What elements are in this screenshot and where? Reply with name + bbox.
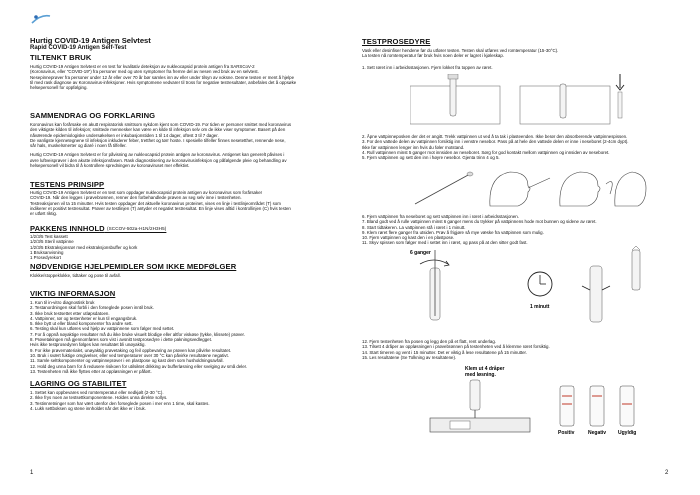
section-principle: Hurtig COVID-19 Antigen Selvtest er en test som oppdager nukleocapsid protein antigen av koronavirus som forårsaker COVID-19. Når den legges i prøvebrønnen, renner den forbehandlede prøven av seg selv inne i testenheten. Testreaksjonen vil ta 15 minutter. Hvis testen oppdager det aktuelle koronavirus proteinet, vises en linje i testlinjeområdet (T) som indikerer et positivt testresultat. Prøver av testlinjen (T) antyder et negativt testresultat. En linje vises alltid i kontrollinjen (C) hvis testen er utført riktig. [30, 190, 291, 217]
illustration-swabbing [410, 166, 650, 210]
callout-squeeze-line1: Klem ut 4 dråper [465, 366, 505, 372]
procedure-step-1: 1. Sett røret inn i arbeidsstasjonen. Fjern lokket fra toppen av røret. [362, 65, 493, 70]
procedure-steps-12-15: 12. Fjern testenheten fra posen og legg den på et flatt, rent underlag. 13. Tilsett 4 dråper av oppløsningen i prøvebrønnen på testenheten ved å klemme røret forsiktig. 14. Start timeren og vent i 15 minutter. Det er viktig å lese resultatene på 15 minutter. 15. Les resultatene (Se Tolkning av resultatene). [362, 339, 550, 360]
tube-cap-icon [448, 74, 458, 79]
procedure-intro: Vask eller desinfiser hendene før du utfører testen. Testen skal utføres ved romtemperatur (15-30°C). La testen nå romtemperatur før bruk hvis noen deler er lagret i kjøleskap. [362, 48, 559, 59]
dropper-tube-icon [470, 380, 480, 410]
label-1-minute: 1 minutt [530, 304, 550, 310]
head-profile-2-icon [560, 172, 612, 206]
head-profile-icon [490, 172, 550, 206]
result-negative-icon [590, 386, 604, 426]
heading-required-materials: NØDVENDIGE HJELPEMIDLER SOM IKKE MEDFØLGER [30, 262, 237, 271]
head-profile-3-icon [615, 172, 646, 206]
page-number-right: 2 [665, 470, 669, 476]
section-required-materials: Klokke/stoppeklokke, tidtaker og pose til avfall. [30, 273, 121, 278]
result-label-negative: Negativ [588, 430, 607, 436]
test-cassette-icon [430, 418, 530, 432]
illustration-step-1 [410, 74, 650, 130]
section-intended-use: Hurtig COVID-19 Antigen Selvtest er en test for kvalitativ deteksjon av nukleocapsid protein antigen fra SARSCoV-2 (Koronavirus, eller "COVID-19") fra personer med og uten symptomer fra fremre del av nesen ved bruk av en selvtest. Nesepinneprøver fra personer under 12 år eller over 70 år bør samles inn av eller under tilsyn av voksne. Denne testen er ment å hjelpe til med rask diagnose av Koronavirus-infeksjoner. Hvis symptomene vedvarer til tross for negative testresultater, anbefales det å oppsøke helsepersonell for oppfølging. [30, 64, 297, 91]
swab-icon [415, 174, 470, 204]
tube-squeeze-icon [590, 266, 602, 322]
rotate-arrow-icon [420, 260, 448, 264]
dropper-tip-icon [632, 250, 640, 290]
heading-principle: TESTENS PRINSIPP [30, 180, 105, 189]
procedure-steps-2-5: 2. Åpne vattpinneposken der det er angitt. Trekk vattpinnen ut ved å ta tak i plasteenden. Ikke berør den absorberende vattpinnespissen. 3. For den vattede delen av vattpinnen forsiktig inn i venstre nesebor. Pass på at hele den vattede delen er inne i neseboret (2-4cm dypt). Ikke før vattpinnen lenger inn hvis du føler motstand. 4. Rull vattpinnen minst 5 ganger mot innsiden av neseboret. Sørg for god kontakt mellom vattpinnen og innsiden av neseboret. 5. Fjern vattpinnen og sett den inn i høyre nesebor. Gjenta trinn 4 og 5. [362, 134, 629, 161]
section-kit-contents: 1/2/3/5 Test kassett 1/2/3/5 Steril vattpinne 1/2/3/5 Ekstraksjonsrør med ekstraksjonsbuffer og kork 1 Bruksanvisning 1 Prosedyrekort [30, 234, 138, 261]
right-page [350, 0, 700, 495]
kit-contents-code: (SCCOV-502a-H1N/2H3H5) [107, 226, 167, 231]
page-number-left: 1 [30, 470, 34, 476]
tube-icon [450, 76, 456, 116]
timer-icon [528, 272, 552, 296]
callout-squeeze-line2: med løsning. [465, 372, 496, 378]
result-invalid-icon [620, 386, 634, 426]
heading-storage: LAGRING OG STABILITET [30, 379, 127, 388]
heading-important-info: VIKTIG INFORMASJON [30, 289, 116, 298]
procedure-steps-6-11: 6. Fjern vattpinnen fra neseboret og sett vattpinnen inn i røret i arbeidsstasjonen. 7. Bland godt ved å rulle vattpinnen minst 6 ganger mens du trykker på vattpinnens hode mot bunnen og sidene av røret. 8. Start tidtakeren. La vattpinnen stå i røret i 1 minutt. 9. Klem røret flere ganger fra utsiden. Prøv å frigjøre så mye væske fra vattpinnen som mulig. 10. Fjern vattpinnen og kast den i en plastpose. 11. Skyv spissen som følger med i settet inn i røret, og pass på at den sitter godt fast. [362, 214, 597, 246]
illustration-results [410, 362, 670, 438]
result-label-invalid: Ugyldig [618, 430, 637, 436]
heading-intended-use: TILTENKT BRUK [30, 53, 92, 62]
page-title: Hurtig COVID-19 Antigen Selvtest [30, 36, 151, 45]
illustration-mixing [410, 246, 650, 336]
heading-kit-contents: PAKKENS INNHOLD (SCCOV-502a-H1N/2H3H5) [30, 224, 167, 233]
label-6-times: 6 ganger [410, 250, 431, 256]
section-storage: 1. Settet kan oppbevares ved romtemperatur eller nedkjølt (2-30 °C). 2. Ikke frys noen av testsettkomponentene. Holdes unna direkte sollys. 3. Testinnretninger som har vært utenfor den forseglede posen i mer enn 1 time, skal kastes. 4. Lukk settboksen og stene innholdet når det ikke er i bruk. [30, 390, 210, 411]
section-summary: Koronavirus kan forårsake en akutt respiratorisk smittsom sykdom kjent som COVID-19. For tiden er personer smittet med koronavirus den viktigste kilden til infeksjon; smittede mennesker kan være en kilde til infeksjon selv om de ikke viser symptomer. Basert på den nåværende epidemiologiske undersøkelsen er inkubasjonstiden 1 til 14 dager, oftest 3 til 7 dager. De vanligste kjennetegnene til infeksjon inkluderer feber, tretthet og tørr hoste. I spesielle tilfeller finnes nesetetthet, rennende nese, sår hals, muskelsmerter og diaré i noen få tilfeller. Hurtig COVID-19 Antigen Selvtest er for påvisning av nukleocapsid protein antigen av koronavirus. Antigenet kan generelt påvises i øvre luftveisprøver i den akutte infeksjonsfasen. Rask diagnostisering av koronavirusinfeksjon og påfølgende pleie og behandling av helsepersonell vil bidra til å kontrollere spredningen av koronaviruset mer effektivt. [30, 122, 292, 169]
heading-summary: SAMMENDRAG OG FORKLARING [30, 111, 156, 120]
result-label-positive: Positiv [558, 430, 575, 436]
heading-test-procedure: TESTPROSEDYRE [362, 37, 431, 46]
result-positive-icon [560, 386, 574, 426]
section-important-info: 1. Kun til in-vitro diagnostisk bruk 2. Testanordningen skal forbli i den forseglede posen inntil bruk. 3. Ikke bruk testsettet etter utløpsdatoen. 4. Vattpinner, rør og testenheter er kun til engangsbruk. 5. Ikke bytt ut eller bland komponenter fra andre sett. 6. Testing skal kun utføres ved hjelp av vattpinnene som følger med settet. 7. For å oppnå nøyaktige resultater må du ikke bruke visuelt blodige eller altfor viskøse (tykke, klissete) prøver. 8. Prøvetakingen må gjennomføres som vist i avsnitt testprosedyre i dette pakningsvedlegget. Hvis ikke testprosedyren følges kan resultatet bli unøyaktig. 9. For ikke prøvematerialet, unøyaktig prøvetaking og feil oppbevaring av prøven kan påvirke resultatet. 10. Bruk i svært fuktige omgivelser, eller ved temperaturer over 30 °C kan påvirke resultatene negativt. 11. Samle selttkomponenter og vattpinneprøver i en plastpose og kast dem som husholdningsavfall. 12. Hold deg unna barn for å redusere risikoen for utilsiktet drikking av bufferløsning eller svelging av små deler. 13. Testenheten må ikke flyttes etter at oppløsningen er påført. [30, 300, 248, 374]
brand-logo-icon [30, 12, 52, 26]
page-subtitle: Rapid COVID-19 Antigen Self-Test [30, 45, 127, 51]
